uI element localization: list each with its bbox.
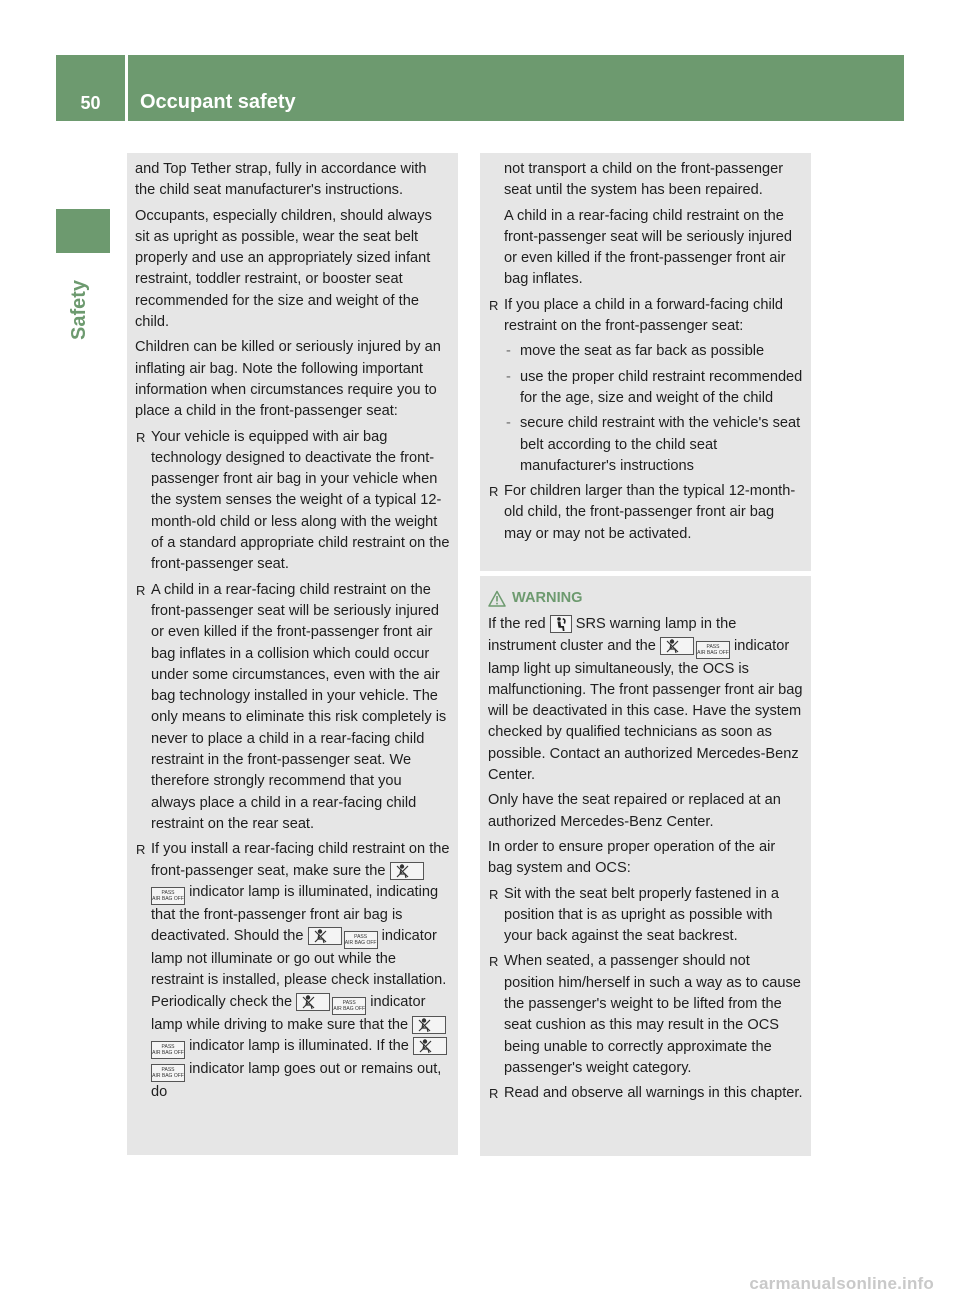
bullet-item: R If you install a rear-facing child restraint on the front-passenger seat, make sure the PASS AIR BAG OFF indicator lamp is illuminated, indicating that the front-passenger front air bag is deactivated. Should the PASS AIR BAG OFF indicator lamp not illuminate or go out while the restraint is installed, please check installation. Periodically check the PASS AIR BAG OFF indicator lamp while driving to make sure that the PASS AIR BAG OFF indicator lamp is illuminated. If the PASS AIR BAG OFF indicator lamp goes out or remains out, do [135, 839, 450, 1103]
airbag-off-label-icon: PASS AIR BAG OFF [332, 997, 366, 1015]
bullet-item: R For children larger than the typical 12-month-old child, the front-passenger front air bag may or may not be activated. [488, 481, 803, 545]
paragraph: In order to ensure proper operation of the air bag system and OCS: [488, 838, 776, 877]
bullet-item: R A child in a rear-facing child restraint on the front-passenger seat will be seriously injured or even killed if the front-passenger front air bag inflates in a collision which could occur under some circumstances, even with the air bag technology installed in your vehicle. The only means to eliminate this risk completely is never to place a child in a rear-facing child restraint in the front-passenger seat. We therefore strongly recommend that you always place a child in a rear-facing child restraint on the rear seat. [135, 580, 450, 836]
bullet-list [135, 427, 450, 1104]
paragraph: Occupants, especially children, should always sit as upright as possible, wear the seat belt properly and use an appropriately sized infant restraint, toddler restraint, or booster seat recommended for the size and weight of the child. [135, 207, 432, 331]
warning-triangle-icon [488, 590, 506, 608]
passenger-airbag-off-icon [390, 862, 424, 880]
airbag-off-label-icon: PASS AIR BAG OFF [151, 1041, 185, 1059]
srs-warning-lamp-icon [550, 615, 572, 633]
paragraph: not transport a child on the front-passenger seat until the system has been repaired. [504, 161, 784, 199]
section-label: Safety [68, 279, 90, 340]
bullet-item: R When seated, a passenger should not position him/herself in such a way as to cause the passenger's weight to be lifted from the seat cushion as this may result in the OCS being unable to correctly approximate the passenger's weight category. [488, 951, 803, 1079]
passenger-airbag-off-icon [413, 1037, 447, 1055]
warning-header [488, 588, 803, 609]
paragraph: A child in a rear-facing child restraint on the front-passenger seat will be seriously injured or even killed if the front-passenger front air bag inflates. [504, 207, 792, 288]
paragraph: If the red SRS warning lamp in the instrument cluster and the PASS AIR BAG OFF indicator lamp light up simultaneously, the OCS is malfunctioning. The front passenger front air bag will be deactivated in this case. Have the system checked by qualified technicians as soon as possible. Contact an authorized Mercedes-Benz Center. [488, 616, 803, 784]
page-title: Occupant safety [140, 91, 296, 113]
passenger-airbag-off-icon [296, 993, 330, 1011]
dash-item: - use the proper child restraint recommended for the age, size and weight of the child [504, 367, 803, 410]
passenger-airbag-off-icon [308, 927, 342, 945]
dash-list [504, 341, 803, 477]
airbag-off-label-icon: PASS AIR BAG OFF [344, 931, 378, 949]
paragraph: Only have the seat repaired or replaced at an authorized Mercedes-Benz Center. [488, 792, 781, 830]
passenger-airbag-off-icon [412, 1016, 446, 1034]
right-column [480, 153, 811, 571]
bullet-item: R Your vehicle is equipped with air bag technology designed to deactivate the front-passenger front air bag in your vehicle when the system senses the weight of a typical 12-month-old child or less along with the weight of a standard appropriate child restraint on the front-passenger seat. [135, 427, 450, 576]
left-column [127, 153, 458, 1155]
bullet-item: R Read and observe all warnings in this chapter. [488, 1083, 803, 1104]
bullet-list [488, 295, 803, 545]
paragraph: Children can be killed or seriously injured by an inflating air bag. Note the following important information when circumstances require you to place a child in the front-passenger seat: [135, 339, 441, 420]
airbag-off-label-icon: PASS AIR BAG OFF [696, 641, 730, 659]
airbag-off-label-icon: PASS AIR BAG OFF [151, 887, 185, 905]
warning-title: WARNING [512, 590, 583, 606]
page-number: 50 [80, 93, 101, 113]
warning-box [480, 576, 811, 1156]
passenger-airbag-off-icon [660, 637, 694, 655]
airbag-off-label-icon: PASS AIR BAG OFF [151, 1064, 185, 1082]
header-divider [125, 55, 128, 121]
section-marker [56, 209, 110, 253]
bullet-item: R Sit with the seat belt properly fastened in a position that is as upright as possible with your back against the seat backrest. [488, 884, 803, 948]
dash-item: - move the seat as far back as possible [504, 341, 803, 362]
dash-item: - secure child restraint with the vehicle's seat belt according to the child seat manufacturer's instructions [504, 413, 803, 477]
bullet-list [488, 884, 803, 1105]
paragraph: and Top Tether strap, fully in accordance with the child seat manufacturer's instructions. [135, 161, 427, 199]
page-header [56, 55, 904, 121]
bullet-item: R If you place a child in a forward-facing child restraint on the front-passenger seat: - move the seat as far back as possible - use the proper child restraint recommended for the age, size and weight of the child - secure child restraint with the vehicle's seat belt according to the child seat manufacturer's instructions [488, 295, 803, 477]
watermark: carmanualsonline.info [749, 1274, 934, 1293]
